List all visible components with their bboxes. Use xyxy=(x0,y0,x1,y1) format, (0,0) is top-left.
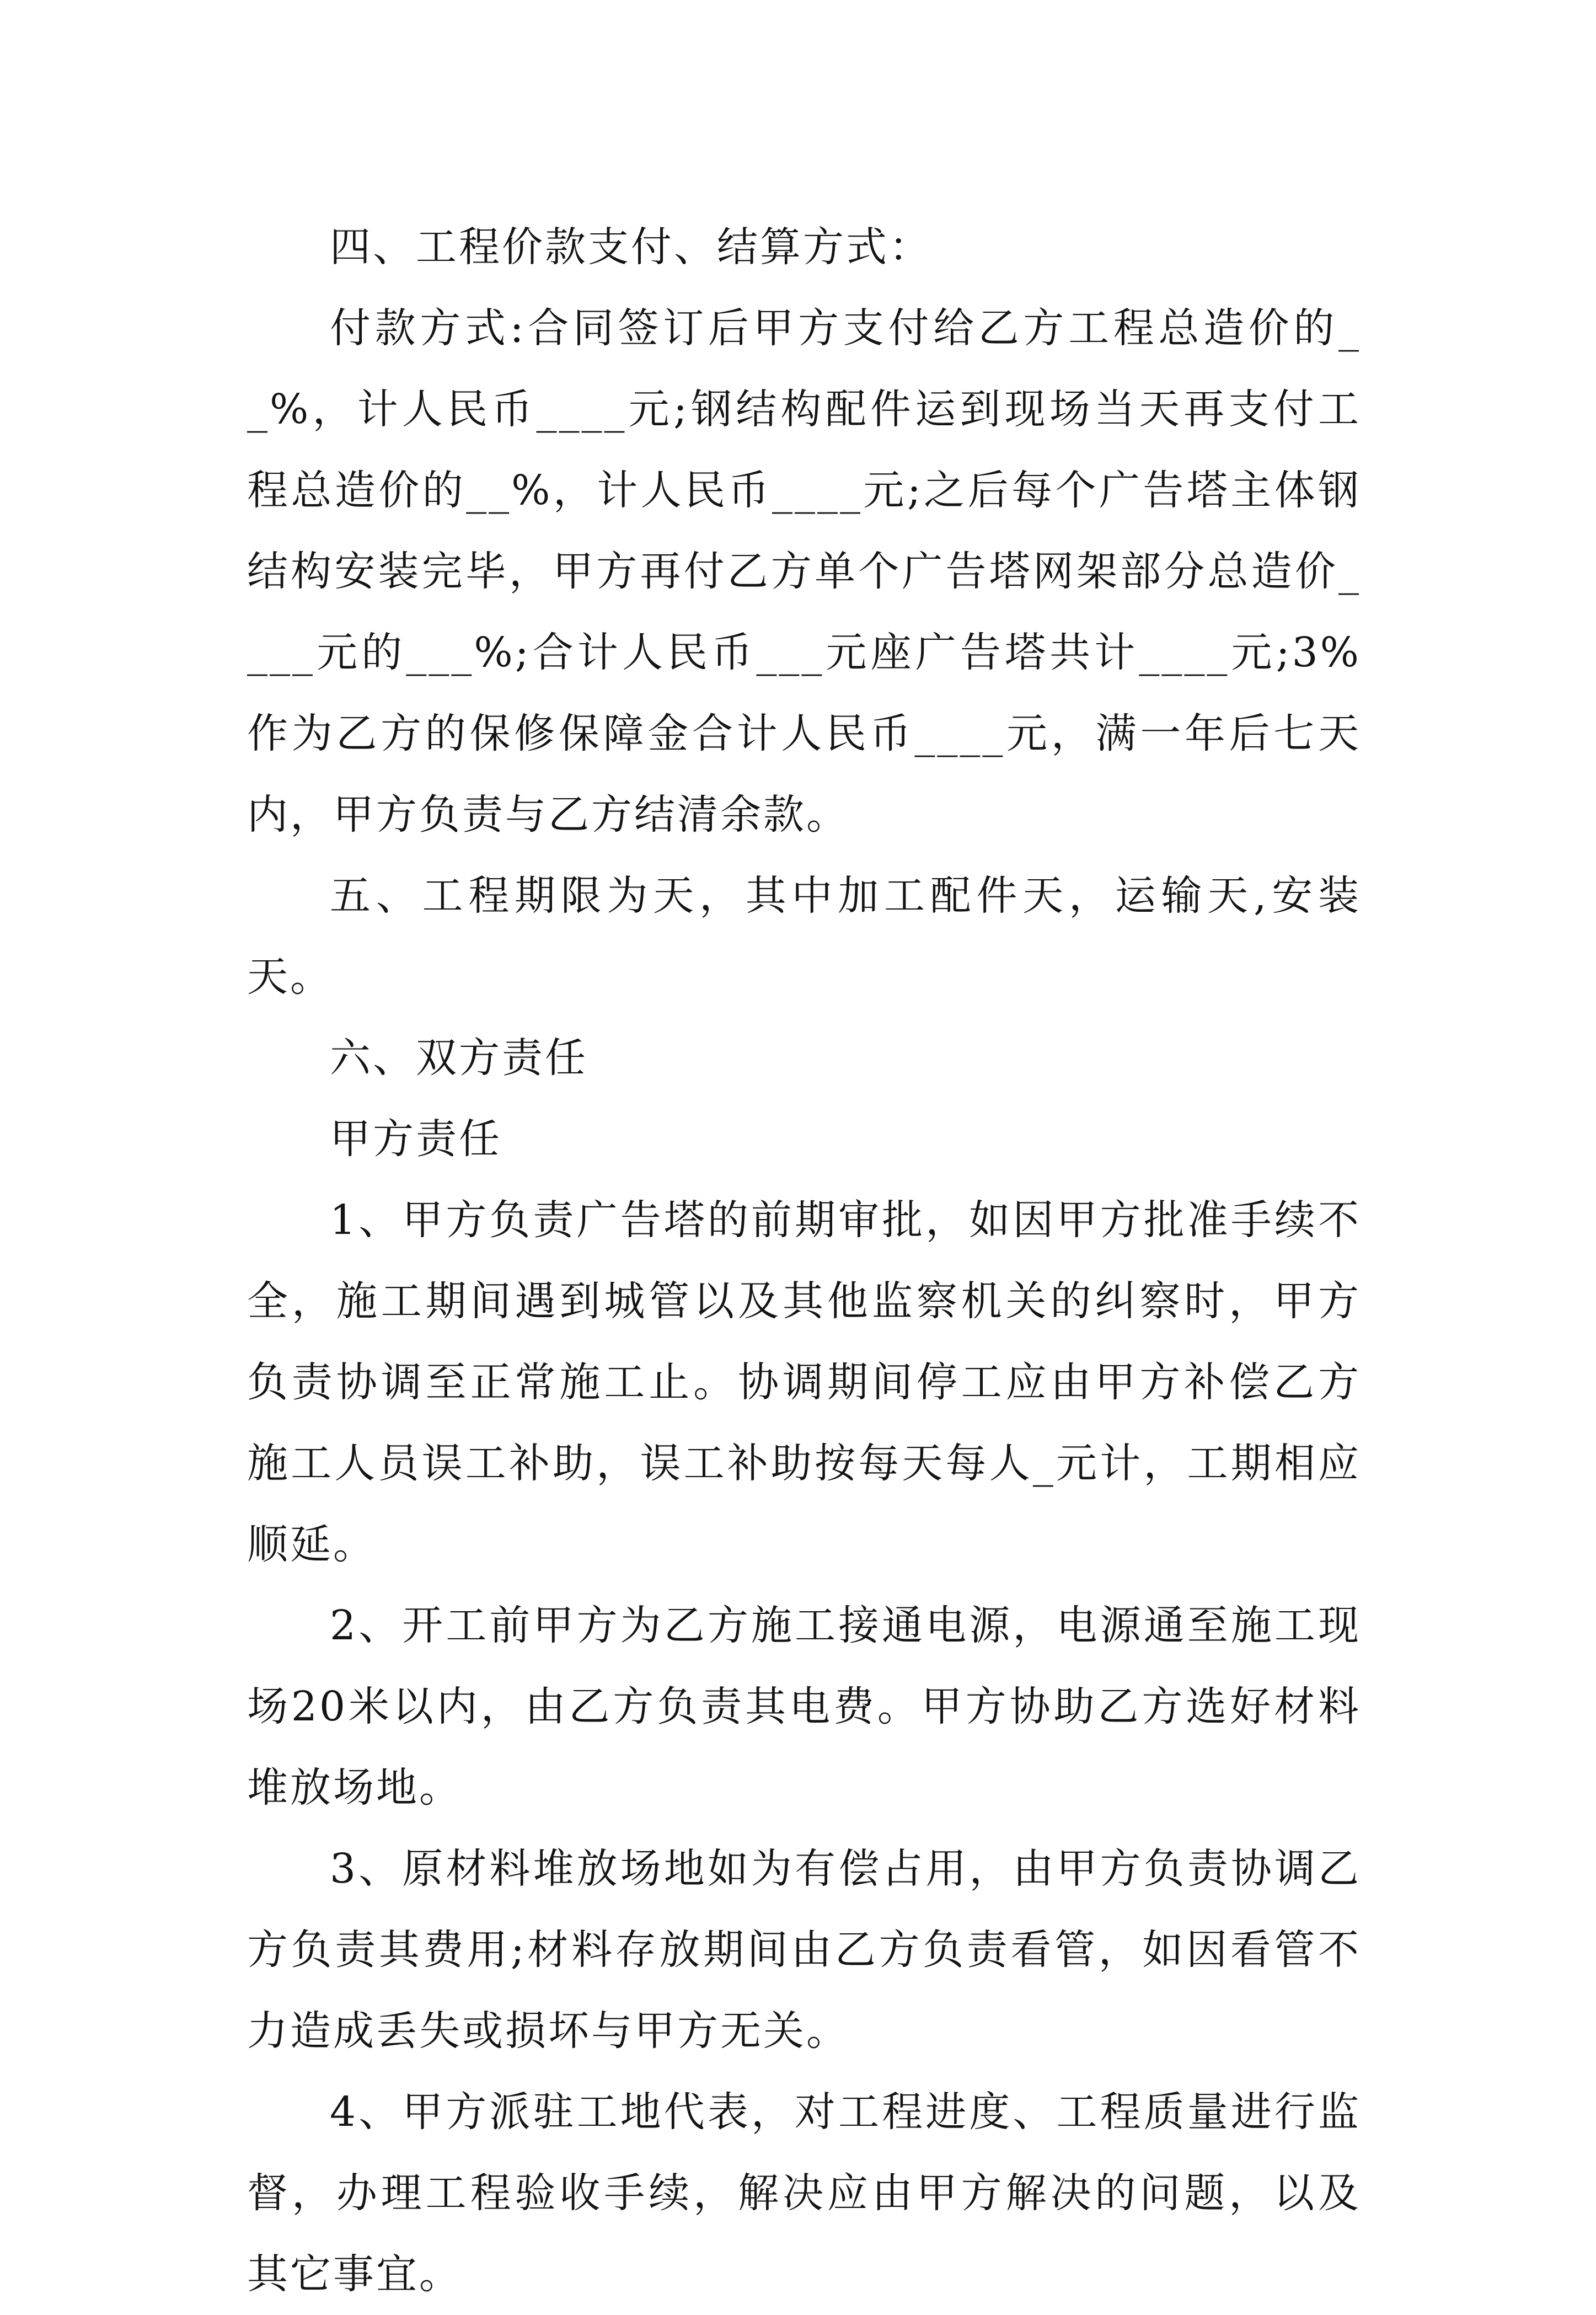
clause-1: 1、甲方负责广告塔的前期审批，如因甲方批准手续不全，施工期间遇到城管以及其他监察机关的纠察时，甲方负责协调至正常施工止。协调期间停工应由甲方补偿乙方施工人员误工补助，误工补助按每天每人_元计，工期相应顺延。 xyxy=(247,1196,1361,1568)
clause-4: 4、甲方派驻工地代表，对工程进度、工程质量进行监督，办理工程验收手续，解决应由甲方解决的问题，以及其它事宜。 xyxy=(247,2088,1361,2298)
section-heading-duration: 五、工程期限为天，其中加工配件天，运输天,安装天。 xyxy=(247,872,1361,1001)
clause-3: 3、原材料堆放场地如为有偿占用，由甲方负责协调乙方负责其费用;材料存放期间由乙方负责看管，如因看管不力造成丢失或损坏与甲方无关。 xyxy=(247,1845,1361,2055)
document-body xyxy=(247,207,1361,2315)
section-heading-responsibilities: 六、双方责任 xyxy=(330,1034,588,1082)
section-heading-payment: 四、工程价款支付、结算方式： xyxy=(330,223,932,271)
paragraph-payment-method: 付款方式:合同签订后甲方支付给乙方工程总造价的__%，计人民币____元;钢结构配件运到现场当天再支付工程总造价的__%，计人民币____元;之后每个广告塔主体钢结构安装完毕，甲方再付乙方单个广告塔网架部分总造价____元的___%;合计人民币___元座广告塔共计____元;3%作为乙方的保修保障金合计人民币____元，满一年后七天内，甲方负责与乙方结清余款。 xyxy=(247,304,1361,838)
subheading-party-a: 甲方责任 xyxy=(330,1115,502,1163)
clause-2: 2、开工前甲方为乙方施工接通电源，电源通至施工现场20米以内，由乙方负责其电费。甲方协助乙方选好材料堆放场地。 xyxy=(247,1602,1361,1811)
